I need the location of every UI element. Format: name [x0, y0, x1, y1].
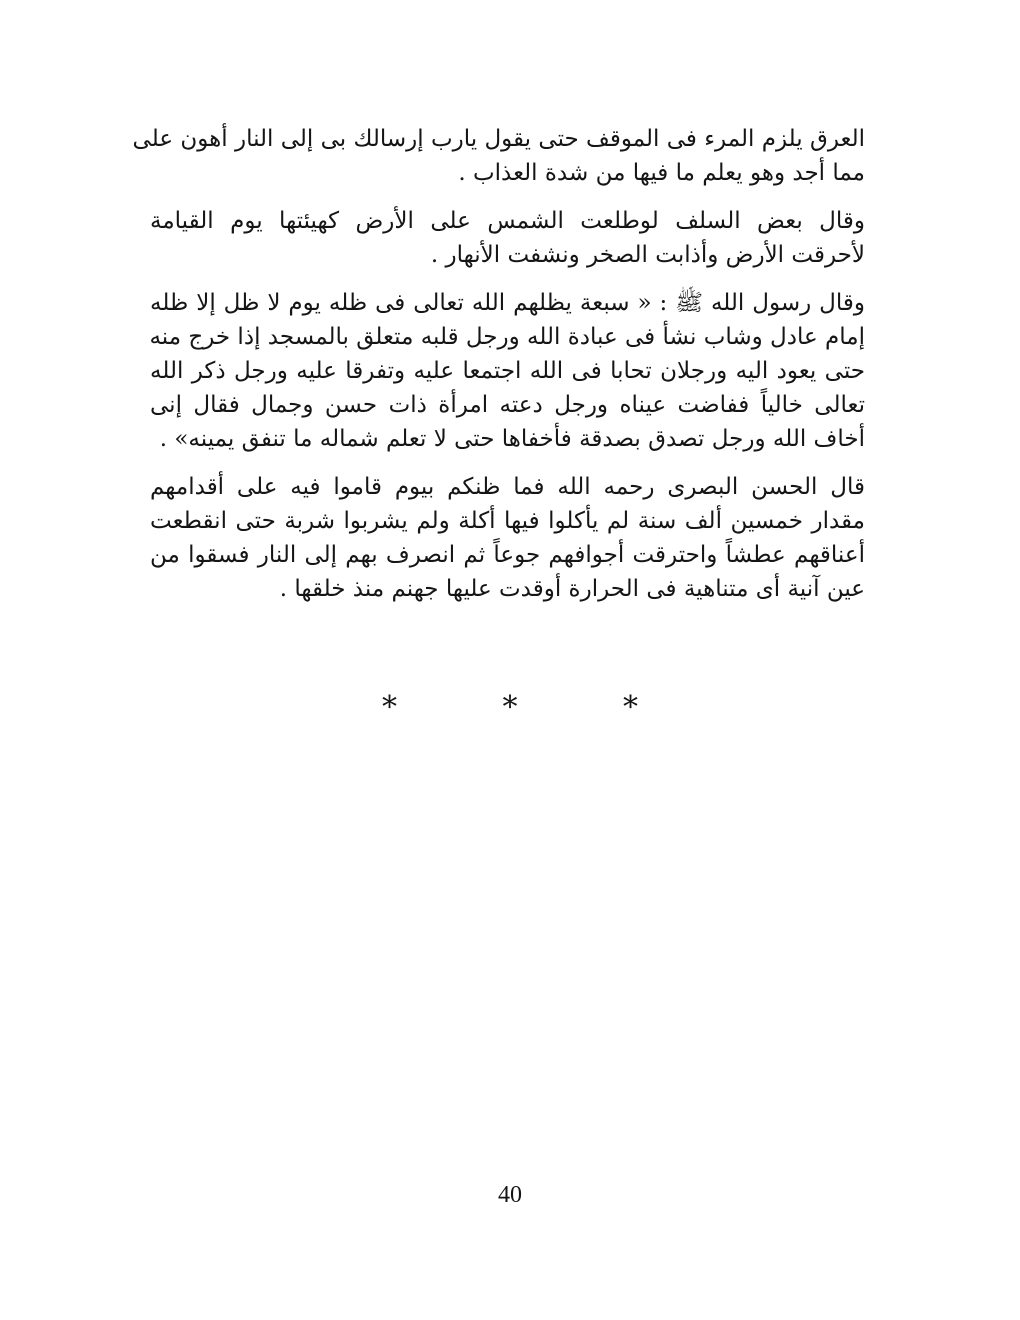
text-line: وقال رسول الله ﷺ : « سبعة يظلهم الله تعالى فى ظله يوم لا ظل إلا ظله [150, 290, 865, 316]
text-line: إمام عادل وشاب نشأ فى عبادة الله ورجل قلبه متعلق بالمسجد إذا خرج منه [149, 324, 865, 350]
body-text [132, 122, 865, 620]
text-line: أخاف الله ورجل تصدق بصدقة فأخفاها حتى لا تعلم شماله ما تنفق يمينه» . [159, 426, 865, 452]
section-divider: * * * [381, 690, 687, 725]
text-line: وقال بعض السلف لوطلعت الشمس على الأرض كهيئتها يوم القيامة [150, 208, 865, 234]
text-line: لأحرقت الأرض وأذابت الصخر ونشفت الأنهار . [430, 242, 865, 268]
text-line: أعناقهم عطشاً واحترقت أجوافهم جوعاً ثم انصرف بهم إلى النار فسقوا من [150, 542, 865, 568]
paragraph-1 [132, 122, 865, 190]
text-line: عين آنية أى متناهية فى الحرارة أوقدت عليها جهنم منذ خلقها . [279, 576, 865, 602]
paragraph-2 [150, 204, 865, 272]
text-line: تعالى خالياً ففاضت عيناه ورجل دعته امرأة ذات حسن وجمال فقال إنى [150, 392, 865, 418]
text-line: مقدار خمسين ألف سنة لم يأكلوا فيها أكلة ولم يشربوا شربة حتى انقطعت [150, 508, 865, 534]
text-line: العرق يلزم المرء فى الموقف حتى يقول يارب إرسالك بى إلى النار أهون على [132, 126, 865, 152]
text-line: قال الحسن البصرى رحمه الله فما ظنكم بيوم قاموا فيه على أقدامهم [150, 474, 865, 500]
text-line: مما أجد وهو يعلم ما فيها من شدة العذاب . [458, 160, 865, 186]
paragraph-3 [150, 286, 865, 456]
paragraph-4 [150, 470, 865, 606]
page-number: 40 [498, 1182, 522, 1208]
text-line: حتى يعود اليه ورجلان تحابا فى الله اجتمعا عليه وتفرقا عليه ورجل ذكر الله [150, 358, 865, 384]
